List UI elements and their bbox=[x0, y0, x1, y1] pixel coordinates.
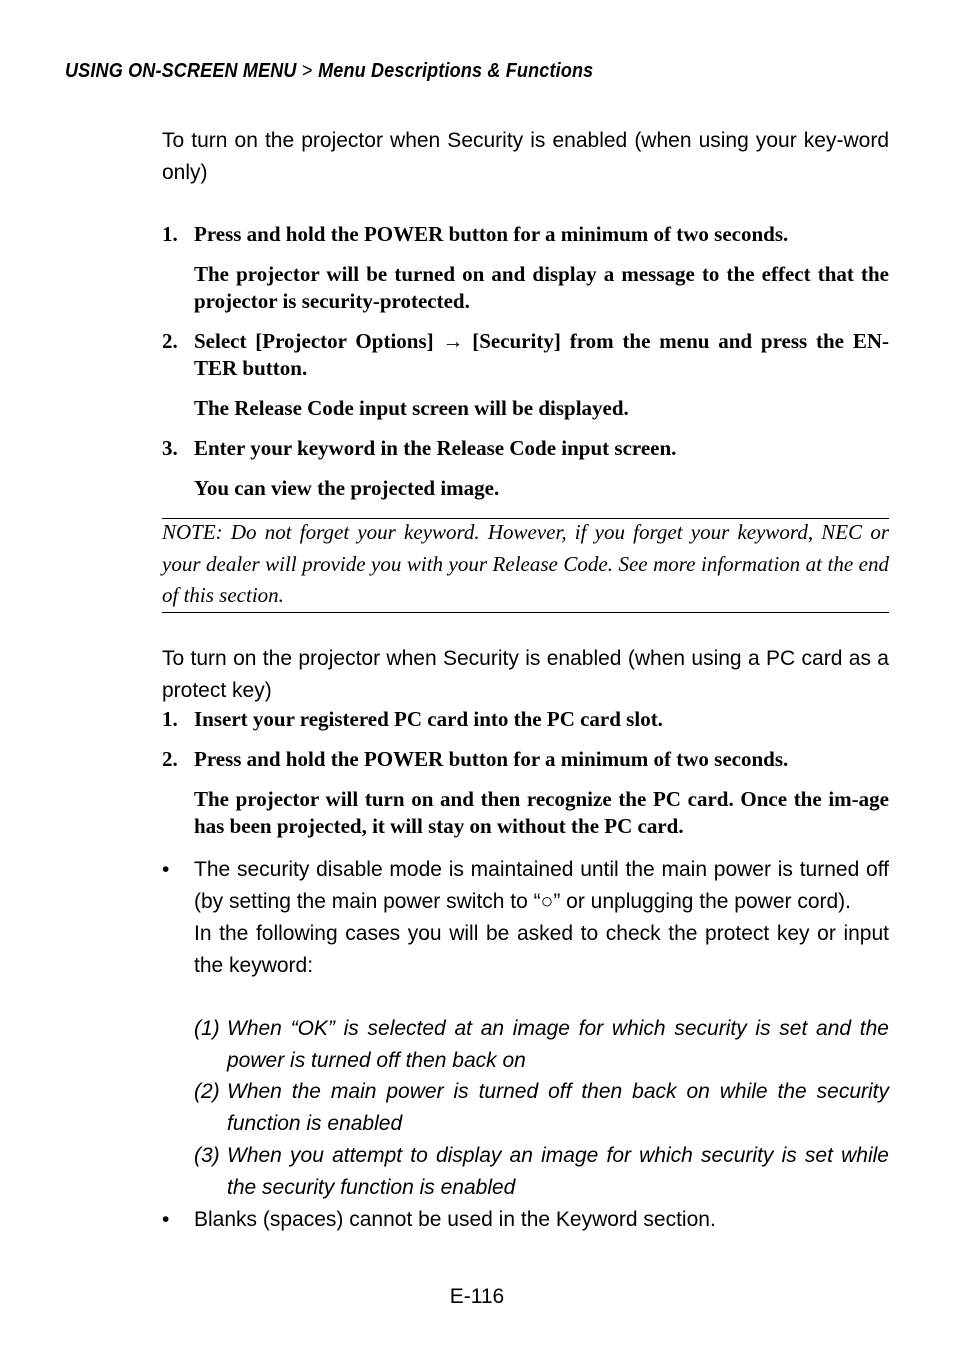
case-item-2 bbox=[194, 1076, 889, 1140]
page-number: E-116 bbox=[449, 1285, 505, 1308]
keyword-step-2-result: The Release Code input screen will be displayed. bbox=[194, 396, 629, 420]
step-text: Select [Projector Options] → [Security] from the menu and press the EN-TER button. bbox=[194, 329, 889, 380]
step-text: Enter your keyword in the Release Code input screen. bbox=[194, 436, 677, 460]
note-text: NOTE: Do not forget your keyword. However, if you forget your keyword, NEC or your dealer will provide you with your Release Code. See more information at the end of this section. bbox=[162, 520, 889, 607]
keyword-step-2 bbox=[162, 328, 889, 382]
step-number: 2. bbox=[162, 329, 178, 353]
keyword-step-3 bbox=[162, 435, 889, 462]
step-number: 3. bbox=[162, 436, 178, 460]
step-text: Press and hold the POWER button for a minimum of two seconds. bbox=[194, 747, 789, 771]
step-number: 2. bbox=[162, 747, 178, 771]
case-number: (2) bbox=[194, 1080, 220, 1103]
keyword-step-1 bbox=[162, 221, 889, 248]
bullet-item bbox=[162, 854, 889, 982]
case-number: (3) bbox=[194, 1144, 220, 1167]
header-separator: > bbox=[302, 60, 313, 82]
running-header bbox=[65, 60, 593, 83]
step-text: Insert your registered PC card into the PC card slot. bbox=[194, 707, 663, 731]
step-text: Press and hold the POWER button for a minimum of two seconds. bbox=[194, 222, 789, 246]
case-text: When the main power is turned off then back on while the security function is enabled bbox=[227, 1080, 889, 1135]
case-number: (1) bbox=[194, 1017, 220, 1040]
keyword-step-3-result: You can view the projected image. bbox=[194, 476, 500, 500]
step-number: 1. bbox=[162, 707, 178, 731]
bullet-text: The security disable mode is maintained until the main power is turned off (by setting the main power switch to “○” or unplugging the power cord). bbox=[194, 858, 889, 913]
case-item-3 bbox=[194, 1140, 889, 1204]
bullet-item bbox=[162, 1204, 889, 1236]
bullet-text: Blanks (spaces) cannot be used in the Keyword section. bbox=[194, 1208, 716, 1231]
pccard-step-2 bbox=[162, 746, 889, 773]
keyword-step-1-result: The projector will be turned on and display a message to the effect that the projector is security-protected. bbox=[194, 262, 889, 313]
bullet-marker: • bbox=[162, 1208, 170, 1231]
header-section: USING ON-SCREEN MENU bbox=[65, 60, 297, 82]
pccard-step-2-result: The projector will turn on and then recognize the PC card. Once the im-age has been projected, it will stay on without the PC card. bbox=[194, 787, 889, 838]
header-subsection: Menu Descriptions & Functions bbox=[318, 60, 594, 82]
note-bottom-rule bbox=[162, 612, 889, 613]
bullet-extra-text: In the following cases you will be asked to check the protect key or input the keyword: bbox=[194, 922, 889, 977]
pccard-intro: To turn on the projector when Security is enabled (when using a PC card as a protect key) bbox=[162, 647, 889, 702]
step-number: 1. bbox=[162, 222, 178, 246]
case-item-1 bbox=[194, 1013, 889, 1077]
pccard-step-1 bbox=[162, 706, 889, 733]
keyword-intro: To turn on the projector when Security is enabled (when using your key-word only) bbox=[162, 129, 889, 184]
bullet-marker: • bbox=[162, 858, 170, 881]
case-text: When you attempt to display an image for which security is set while the security function is enabled bbox=[227, 1144, 889, 1199]
case-text: When “OK” is selected at an image for which security is set and the power is turned off then back on bbox=[227, 1017, 889, 1072]
